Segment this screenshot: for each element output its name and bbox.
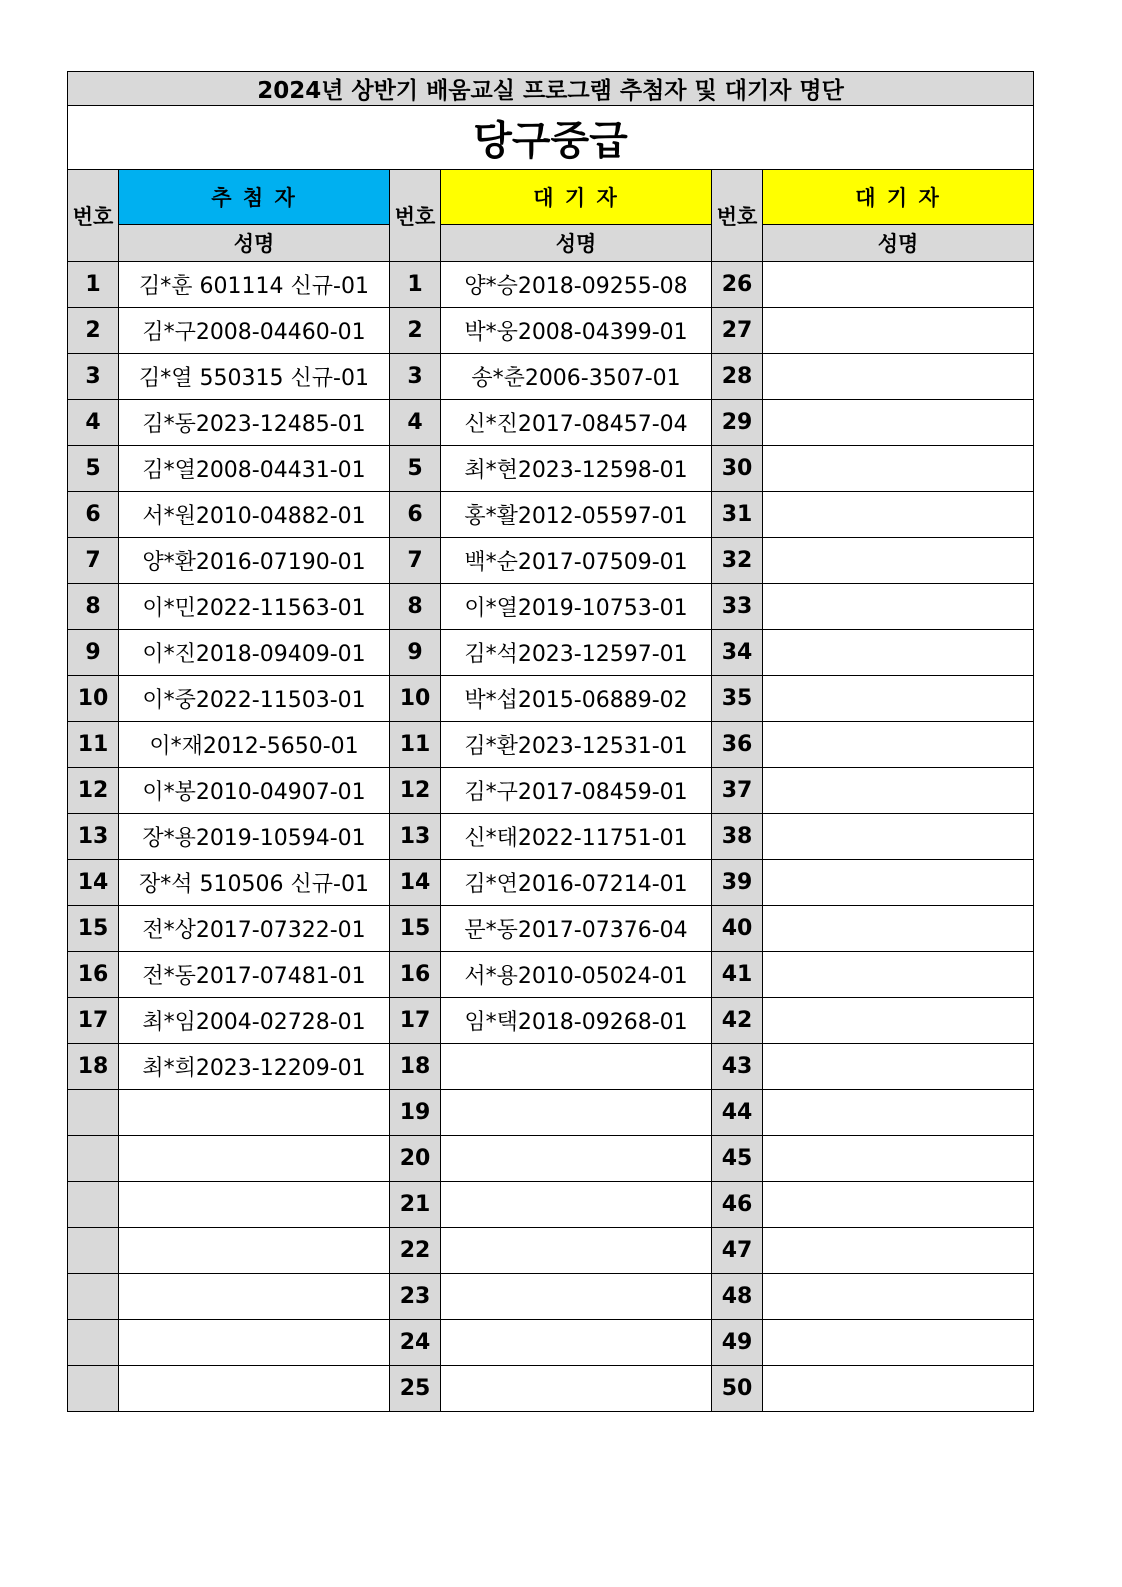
waitlist-name bbox=[763, 308, 1034, 354]
table-row bbox=[68, 1274, 1034, 1320]
winner-number bbox=[68, 1228, 119, 1274]
waitlist-number: 12 bbox=[390, 768, 441, 814]
waitlist-number: 30 bbox=[712, 446, 763, 492]
table-row bbox=[68, 584, 1034, 630]
winner-name bbox=[119, 1182, 390, 1228]
winner-number: 8 bbox=[68, 584, 119, 630]
winner-name: 최*희2023-12209-01 bbox=[119, 1044, 390, 1090]
table-row bbox=[68, 400, 1034, 446]
table-row bbox=[68, 1320, 1034, 1366]
waitlist-name bbox=[763, 1228, 1034, 1274]
winner-name: 김*열 550315 신규-01 bbox=[119, 354, 390, 400]
waitlist-name bbox=[763, 262, 1034, 308]
waitlist-name bbox=[763, 1044, 1034, 1090]
table-row bbox=[68, 860, 1034, 906]
winner-name: 김*동2023-12485-01 bbox=[119, 400, 390, 446]
winner-name: 장*석 510506 신규-01 bbox=[119, 860, 390, 906]
waitlist-number: 9 bbox=[390, 630, 441, 676]
waitlist-name bbox=[763, 446, 1034, 492]
waitlist-number: 36 bbox=[712, 722, 763, 768]
waitlist-name bbox=[441, 1182, 712, 1228]
waitlist-name: 신*태2022-11751-01 bbox=[441, 814, 712, 860]
number-header: 번호 bbox=[390, 170, 441, 262]
table-row bbox=[68, 1182, 1034, 1228]
table-row bbox=[68, 814, 1034, 860]
waitlist-number: 8 bbox=[390, 584, 441, 630]
waitlist-number: 40 bbox=[712, 906, 763, 952]
winner-number: 5 bbox=[68, 446, 119, 492]
waitlist-number: 43 bbox=[712, 1044, 763, 1090]
waitlist-number: 31 bbox=[712, 492, 763, 538]
waitlist-number: 28 bbox=[712, 354, 763, 400]
winner-name: 이*봉2010-04907-01 bbox=[119, 768, 390, 814]
waitlist-name bbox=[763, 492, 1034, 538]
winner-name: 양*환2016-07190-01 bbox=[119, 538, 390, 584]
winner-name: 이*재2012-5650-01 bbox=[119, 722, 390, 768]
winner-number: 17 bbox=[68, 998, 119, 1044]
winner-number bbox=[68, 1090, 119, 1136]
winner-number: 9 bbox=[68, 630, 119, 676]
waitlist-name bbox=[441, 1136, 712, 1182]
name-header: 성명 bbox=[441, 225, 712, 262]
waitlist-name: 송*춘2006-3507-01 bbox=[441, 354, 712, 400]
waitlist-number: 22 bbox=[390, 1228, 441, 1274]
winner-number: 3 bbox=[68, 354, 119, 400]
winner-number: 7 bbox=[68, 538, 119, 584]
winner-name: 전*동2017-07481-01 bbox=[119, 952, 390, 998]
waitlist-name: 최*현2023-12598-01 bbox=[441, 446, 712, 492]
winner-number: 16 bbox=[68, 952, 119, 998]
waitlist-name bbox=[441, 1044, 712, 1090]
waitlist-name: 백*순2017-07509-01 bbox=[441, 538, 712, 584]
waitlist-name: 서*용2010-05024-01 bbox=[441, 952, 712, 998]
winner-name: 이*민2022-11563-01 bbox=[119, 584, 390, 630]
waitlist-name bbox=[763, 1320, 1034, 1366]
table-row bbox=[68, 262, 1034, 308]
winner-number: 12 bbox=[68, 768, 119, 814]
waitlist-name bbox=[763, 1366, 1034, 1412]
waitlist-name: 박*웅2008-04399-01 bbox=[441, 308, 712, 354]
winner-number bbox=[68, 1320, 119, 1366]
waitlist-number: 32 bbox=[712, 538, 763, 584]
number-header: 번호 bbox=[68, 170, 119, 262]
waitlist-number: 42 bbox=[712, 998, 763, 1044]
waitlist-name bbox=[763, 952, 1034, 998]
waitlist-number: 25 bbox=[390, 1366, 441, 1412]
waitlist-name: 김*구2017-08459-01 bbox=[441, 768, 712, 814]
waitlist-name bbox=[763, 998, 1034, 1044]
waitlist-number: 5 bbox=[390, 446, 441, 492]
table-row bbox=[68, 308, 1034, 354]
waitlist-number: 4 bbox=[390, 400, 441, 446]
waitlist-name: 이*열2019-10753-01 bbox=[441, 584, 712, 630]
waitlist-name: 임*택2018-09268-01 bbox=[441, 998, 712, 1044]
waitlist-name bbox=[763, 676, 1034, 722]
waitlist-number: 27 bbox=[712, 308, 763, 354]
name-header: 성명 bbox=[119, 225, 390, 262]
waitlist-number: 21 bbox=[390, 1182, 441, 1228]
waitlist-name bbox=[441, 1090, 712, 1136]
waitlist-header: 대 기 자 bbox=[441, 170, 712, 225]
roster-table bbox=[67, 71, 1034, 1412]
winner-number bbox=[68, 1274, 119, 1320]
waitlist-name bbox=[763, 630, 1034, 676]
table-row bbox=[68, 1136, 1034, 1182]
table-row bbox=[68, 1044, 1034, 1090]
waitlist-number: 7 bbox=[390, 538, 441, 584]
waitlist-number: 15 bbox=[390, 906, 441, 952]
waitlist-name bbox=[763, 1136, 1034, 1182]
winners-header: 추 첨 자 bbox=[119, 170, 390, 225]
table-row bbox=[68, 676, 1034, 722]
winner-name bbox=[119, 1228, 390, 1274]
waitlist-name bbox=[763, 860, 1034, 906]
winner-number: 18 bbox=[68, 1044, 119, 1090]
winner-number: 4 bbox=[68, 400, 119, 446]
table-row bbox=[68, 630, 1034, 676]
waitlist-number: 34 bbox=[712, 630, 763, 676]
waitlist-number: 3 bbox=[390, 354, 441, 400]
table-row bbox=[68, 1228, 1034, 1274]
winner-name bbox=[119, 1136, 390, 1182]
waitlist-number: 11 bbox=[390, 722, 441, 768]
waitlist-number: 39 bbox=[712, 860, 763, 906]
waitlist-header: 대 기 자 bbox=[763, 170, 1034, 225]
waitlist-number: 2 bbox=[390, 308, 441, 354]
waitlist-name bbox=[763, 906, 1034, 952]
winner-name: 장*용2019-10594-01 bbox=[119, 814, 390, 860]
waitlist-name bbox=[763, 1090, 1034, 1136]
waitlist-number: 46 bbox=[712, 1182, 763, 1228]
waitlist-number: 1 bbox=[390, 262, 441, 308]
waitlist-name bbox=[441, 1366, 712, 1412]
waitlist-name: 박*섭2015-06889-02 bbox=[441, 676, 712, 722]
table-row bbox=[68, 354, 1034, 400]
waitlist-name bbox=[441, 1320, 712, 1366]
waitlist-number: 26 bbox=[712, 262, 763, 308]
waitlist-number: 41 bbox=[712, 952, 763, 998]
waitlist-name: 문*동2017-07376-04 bbox=[441, 906, 712, 952]
winner-number: 1 bbox=[68, 262, 119, 308]
winner-number bbox=[68, 1182, 119, 1228]
winner-number: 14 bbox=[68, 860, 119, 906]
table-row bbox=[68, 952, 1034, 998]
winner-name: 최*임2004-02728-01 bbox=[119, 998, 390, 1044]
waitlist-number: 19 bbox=[390, 1090, 441, 1136]
winner-number: 6 bbox=[68, 492, 119, 538]
waitlist-number: 20 bbox=[390, 1136, 441, 1182]
waitlist-number: 44 bbox=[712, 1090, 763, 1136]
winner-name: 이*중2022-11503-01 bbox=[119, 676, 390, 722]
waitlist-number: 45 bbox=[712, 1136, 763, 1182]
winner-number: 10 bbox=[68, 676, 119, 722]
table-row bbox=[68, 1090, 1034, 1136]
document-subtitle: 2024년 상반기 배움교실 프로그램 추첨자 및 대기자 명단 bbox=[68, 72, 1034, 106]
waitlist-number: 50 bbox=[712, 1366, 763, 1412]
waitlist-name bbox=[763, 400, 1034, 446]
winner-name: 김*구2008-04460-01 bbox=[119, 308, 390, 354]
winner-name: 서*원2010-04882-01 bbox=[119, 492, 390, 538]
winner-name: 김*열2008-04431-01 bbox=[119, 446, 390, 492]
waitlist-number: 17 bbox=[390, 998, 441, 1044]
waitlist-name bbox=[763, 538, 1034, 584]
waitlist-number: 23 bbox=[390, 1274, 441, 1320]
table-row bbox=[68, 768, 1034, 814]
winner-number bbox=[68, 1136, 119, 1182]
winner-name bbox=[119, 1090, 390, 1136]
waitlist-name: 김*연2016-07214-01 bbox=[441, 860, 712, 906]
waitlist-number: 29 bbox=[712, 400, 763, 446]
waitlist-number: 37 bbox=[712, 768, 763, 814]
waitlist-number: 18 bbox=[390, 1044, 441, 1090]
waitlist-number: 47 bbox=[712, 1228, 763, 1274]
winner-number: 11 bbox=[68, 722, 119, 768]
waitlist-name bbox=[441, 1274, 712, 1320]
winner-number: 2 bbox=[68, 308, 119, 354]
waitlist-name bbox=[763, 354, 1034, 400]
winner-name: 김*훈 601114 신규-01 bbox=[119, 262, 390, 308]
waitlist-number: 13 bbox=[390, 814, 441, 860]
waitlist-name bbox=[441, 1228, 712, 1274]
winner-name bbox=[119, 1366, 390, 1412]
table-row bbox=[68, 538, 1034, 584]
waitlist-name: 김*환2023-12531-01 bbox=[441, 722, 712, 768]
table-row bbox=[68, 492, 1034, 538]
waitlist-name bbox=[763, 814, 1034, 860]
waitlist-name bbox=[763, 722, 1034, 768]
waitlist-name bbox=[763, 584, 1034, 630]
waitlist-number: 33 bbox=[712, 584, 763, 630]
document-title: 당구중급 bbox=[68, 106, 1034, 170]
waitlist-number: 48 bbox=[712, 1274, 763, 1320]
winner-name bbox=[119, 1320, 390, 1366]
winner-name: 이*진2018-09409-01 bbox=[119, 630, 390, 676]
winner-name bbox=[119, 1274, 390, 1320]
table-row bbox=[68, 906, 1034, 952]
number-header: 번호 bbox=[712, 170, 763, 262]
waitlist-name: 홍*활2012-05597-01 bbox=[441, 492, 712, 538]
winner-number: 15 bbox=[68, 906, 119, 952]
waitlist-name bbox=[763, 1182, 1034, 1228]
winner-number: 13 bbox=[68, 814, 119, 860]
waitlist-number: 10 bbox=[390, 676, 441, 722]
table-row bbox=[68, 1366, 1034, 1412]
winner-number bbox=[68, 1366, 119, 1412]
waitlist-name: 신*진2017-08457-04 bbox=[441, 400, 712, 446]
name-header: 성명 bbox=[763, 225, 1034, 262]
waitlist-number: 6 bbox=[390, 492, 441, 538]
waitlist-number: 14 bbox=[390, 860, 441, 906]
waitlist-name: 양*승2018-09255-08 bbox=[441, 262, 712, 308]
waitlist-number: 49 bbox=[712, 1320, 763, 1366]
waitlist-number: 35 bbox=[712, 676, 763, 722]
table-row bbox=[68, 998, 1034, 1044]
waitlist-name bbox=[763, 1274, 1034, 1320]
waitlist-number: 16 bbox=[390, 952, 441, 998]
waitlist-name bbox=[763, 768, 1034, 814]
winner-name: 전*상2017-07322-01 bbox=[119, 906, 390, 952]
table-row bbox=[68, 446, 1034, 492]
waitlist-number: 38 bbox=[712, 814, 763, 860]
waitlist-number: 24 bbox=[390, 1320, 441, 1366]
table-row bbox=[68, 722, 1034, 768]
waitlist-name: 김*석2023-12597-01 bbox=[441, 630, 712, 676]
